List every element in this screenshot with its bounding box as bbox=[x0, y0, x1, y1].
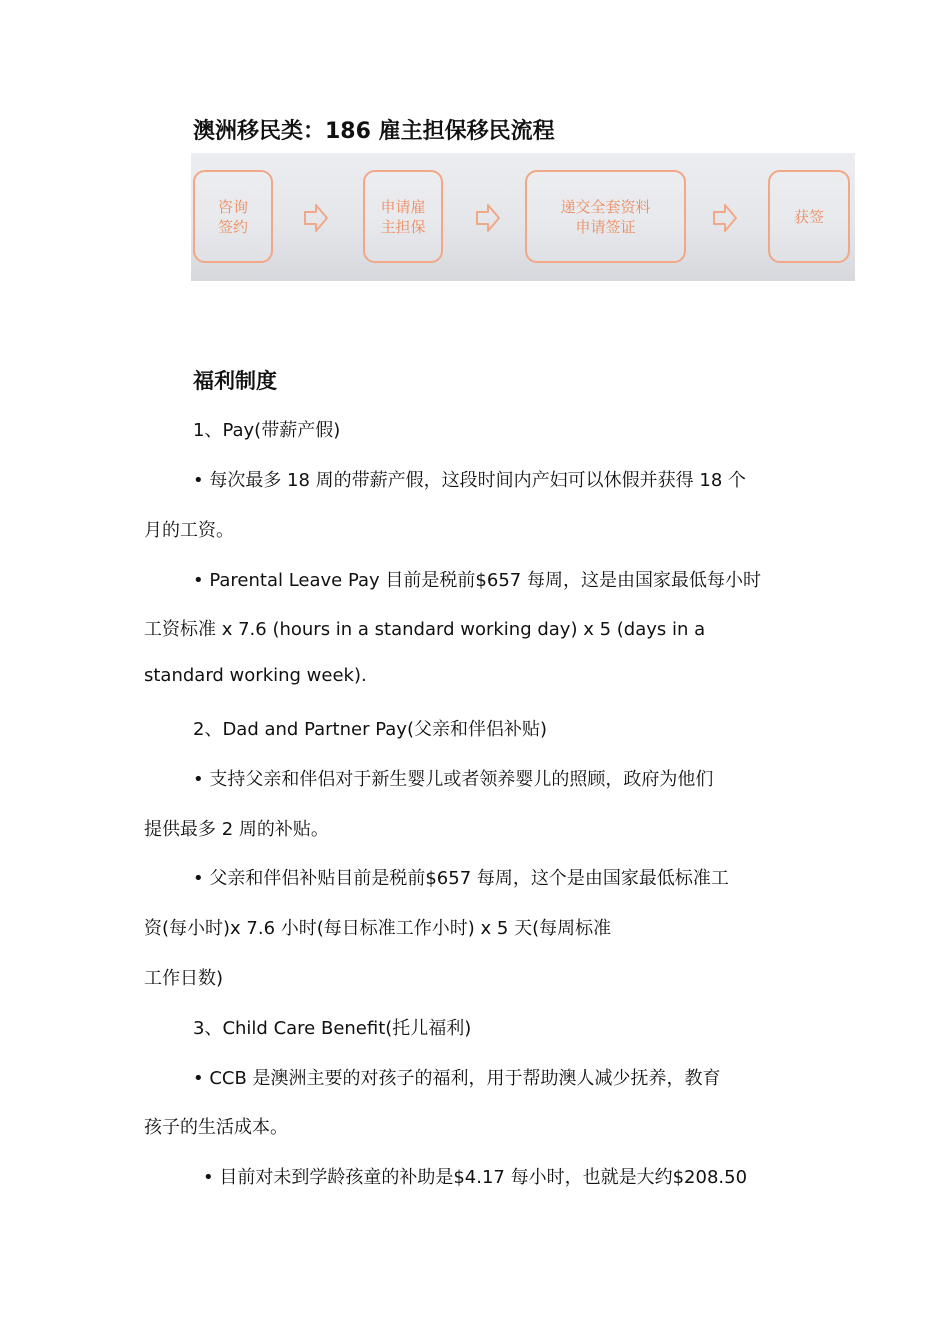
right-arrow-icon bbox=[712, 203, 738, 233]
paragraph-line: • 每次最多 18 周的带薪产假，这段时间内产妇可以休假并获得 18 个 bbox=[193, 470, 747, 491]
paragraph-line: • 父亲和伴侣补贴目前是税前$657 每周，这个是由国家最低标准工 bbox=[193, 868, 729, 889]
flow-step-label: 签约 bbox=[217, 217, 248, 236]
list-item-heading: 1、Pay(带薪产假) bbox=[193, 420, 341, 441]
paragraph-line: 提供最多 2 周的补贴。 bbox=[144, 819, 329, 840]
section-title: 福利制度 bbox=[193, 369, 277, 393]
paragraph-line: • 支持父亲和伴侣对于新生婴儿或者领养婴儿的照顾，政府为他们 bbox=[193, 769, 714, 790]
paragraph-line: 月的工资。 bbox=[144, 520, 234, 541]
flow-step-label: 咨询 bbox=[217, 197, 248, 216]
flow-step-label: 申请雇 bbox=[380, 197, 426, 216]
paragraph-line: 工资标准 x 7.6 (hours in a standard working day) x 5 (days in a bbox=[144, 619, 706, 640]
list-item-heading: 2、Dad and Partner Pay(父亲和伴侣补贴) bbox=[193, 719, 547, 740]
flow-step-label: 主担保 bbox=[380, 217, 426, 236]
paragraph-line: • CCB 是澳洲主要的对孩子的福利，用于帮助澳人减少抚养，教育 bbox=[193, 1068, 721, 1089]
flow-step-consult bbox=[193, 170, 273, 263]
process-flow-diagram bbox=[191, 153, 855, 281]
flow-step-submit-visa bbox=[525, 170, 686, 263]
paragraph-line: • Parental Leave Pay 目前是税前$657 每周，这是由国家最低每小时 bbox=[193, 570, 761, 591]
right-arrow-icon bbox=[303, 203, 329, 233]
flow-step-employer-sponsorship bbox=[363, 170, 443, 263]
document-title: 澳洲移民类：186 雇主担保移民流程 bbox=[193, 119, 555, 144]
flow-step-label: 申请签证 bbox=[575, 217, 636, 236]
right-arrow-icon bbox=[475, 203, 501, 233]
paragraph-line: 工作日数) bbox=[144, 968, 224, 989]
paragraph-line: 孩子的生活成本。 bbox=[144, 1117, 288, 1138]
paragraph-line: 资(每小时)x 7.6 小时(每日标准工作小时) x 5 天(每周标准 bbox=[144, 918, 612, 939]
flow-step-visa-granted bbox=[768, 170, 850, 263]
list-item-heading: 3、Child Care Benefit(托儿福利) bbox=[193, 1018, 472, 1039]
paragraph-line: • 目前对未到学龄孩童的补助是$4.17 每小时，也就是大约$208.50 bbox=[203, 1167, 748, 1188]
flow-step-label: 递交全套资料 bbox=[560, 197, 651, 216]
paragraph-line: standard working week). bbox=[144, 665, 367, 686]
flow-step-label: 获签 bbox=[793, 207, 824, 226]
